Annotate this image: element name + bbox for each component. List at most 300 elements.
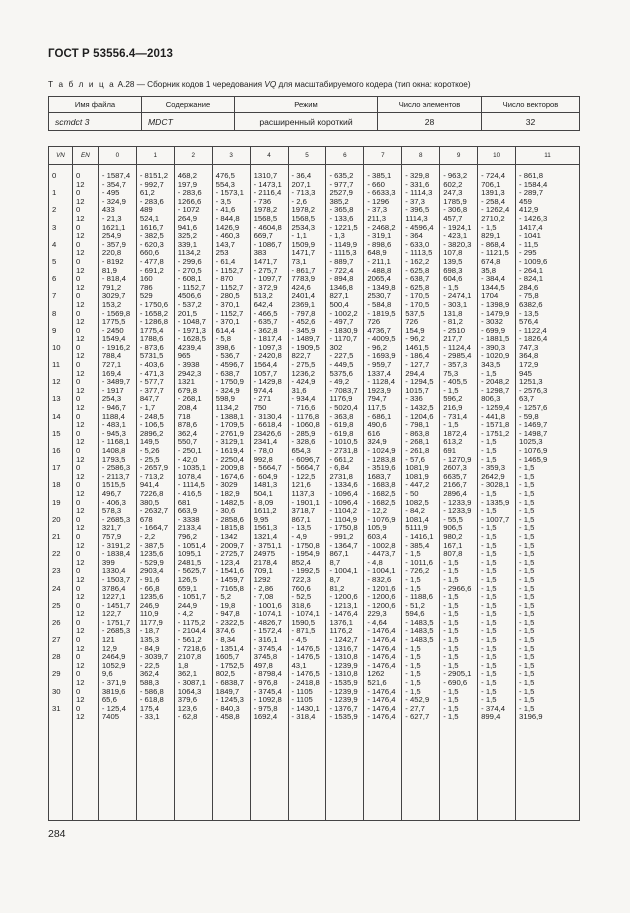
table-cell: 197,9 [177, 180, 197, 189]
table-cell: 7405 [101, 713, 120, 722]
table-cell: - 1152,7 [177, 283, 206, 292]
table-column [478, 165, 516, 821]
table-cell: - 1259,4 [481, 404, 510, 413]
table-cell: - 1152,7 [215, 309, 244, 318]
table-cell: 457,7 [443, 214, 463, 223]
table-cell: 2401,4 [291, 292, 316, 301]
column-header: 0 [99, 147, 137, 164]
table-cell: 827,1 [329, 292, 349, 301]
table-cell: - 1826,4 [519, 335, 548, 344]
table-cell: - 1,5 [519, 636, 535, 645]
table-column [326, 165, 364, 821]
table-cell: - 1,5 [405, 653, 421, 662]
table-cell: 0 [75, 378, 81, 387]
table-cell: - 1,5 [405, 679, 421, 688]
table-cell: - 1750,8 [329, 524, 358, 533]
table-cell: - 6618,4 [253, 421, 282, 430]
table-cell: - 423,1 [443, 232, 468, 241]
table-cell: - 1086,7 [253, 240, 282, 249]
table-cell: - 1270,9 [443, 455, 472, 464]
table-cell: 9,6 [101, 670, 113, 679]
table-cell: 0 [75, 412, 81, 421]
table-cell: - 1204,6 [405, 412, 434, 421]
caption-label: Т а б л и ц а [48, 80, 116, 89]
table-cell: - 861,8 [519, 172, 543, 180]
table-cell: - 362,8 [253, 326, 278, 335]
table-cell: - 5625,7 [177, 567, 206, 576]
table-cell: 0 [75, 240, 81, 249]
table-cell: - 5664,7 [253, 464, 282, 473]
table-cell: - 1916,2 [101, 343, 131, 352]
table-cell: - 5,26 [139, 447, 160, 455]
table-cell: 602,2 [443, 180, 463, 189]
meta-value-cell: 32 [482, 113, 580, 131]
table-cell: 2731,8 [329, 472, 353, 481]
table-cell: - 13,5 [519, 309, 539, 318]
table-cell: 12 [75, 558, 85, 567]
table-cell: 965 [177, 352, 191, 361]
table-cell: - 452,6 [291, 318, 316, 327]
table-cell: - 13,5 [291, 524, 312, 533]
table-cell: 5375,6 [329, 369, 353, 378]
table-cell: - 1296 [367, 197, 390, 206]
table-cell: 757,9 [101, 532, 122, 541]
table-cell: - 577,7 [139, 378, 164, 387]
table-cell: - 1,5 [481, 447, 497, 455]
table-cell: - 1693,9 [367, 352, 396, 361]
table-cell: 2710,2 [481, 214, 505, 223]
table-cell: 722,3 [291, 575, 311, 584]
table-cell: - 1,5 [481, 696, 497, 705]
table-cell: 1330,4 [101, 567, 126, 576]
table-cell: 554,3 [215, 180, 235, 189]
table-cell: - 1233,9 [443, 507, 472, 516]
table-cell: 122,7 [101, 610, 122, 619]
table-cell: - 19,8 [215, 601, 236, 610]
table-cell: - 1817,4 [253, 335, 282, 344]
table-cell: - 1,5 [481, 532, 497, 541]
table-cell: - 78,0 [253, 447, 274, 455]
table-cell: - 1096,4 [329, 489, 358, 498]
table-cell: 0 [75, 257, 81, 266]
table-cell: - 1,5 [481, 627, 497, 636]
table-cell: 1849,7 [215, 687, 240, 696]
table-cell [49, 627, 72, 636]
table-cell: 12 [75, 593, 85, 602]
table-cell: 521,6 [367, 679, 387, 688]
table-cell: - 889,7 [329, 257, 354, 266]
table-cell: - 1364,7 [329, 541, 358, 550]
table-cell: 25 [52, 601, 61, 610]
table-cell: - 7,08 [253, 593, 274, 602]
table-cell: 7226,8 [139, 489, 164, 498]
table-cell: 550,7 [177, 438, 197, 447]
table-cell: - 1388,1 [215, 412, 244, 421]
table-cell: 24975 [253, 550, 275, 559]
table-cell: 1236,2 [291, 369, 316, 378]
table-cell: - 2468,2 [367, 223, 396, 232]
table-cell: 13 [52, 395, 61, 404]
table-cell [49, 542, 72, 551]
table-cell: - 1,5 [519, 575, 535, 584]
table-cell: - 1476,4 [367, 653, 396, 662]
table-cell: 8,7 [329, 575, 341, 584]
table-cell: 398,6 [215, 343, 235, 352]
table-cell: 2065,4 [367, 275, 391, 284]
table-cell: - 289,7 [519, 189, 543, 198]
table-cell: 324,9 [367, 438, 387, 447]
table-cell: - 1009,6 [519, 257, 548, 266]
table-cell: 1872,4 [443, 429, 467, 438]
table-cell: - 248,5 [139, 412, 164, 421]
table-cell: - 1239,9 [329, 696, 358, 705]
table-cell: 6635,7 [443, 472, 467, 481]
table-cell: 321,7 [101, 524, 122, 533]
table-cell: - 1535,9 [329, 679, 358, 688]
table-cell: 1408,8 [101, 447, 126, 455]
table-column [99, 165, 137, 821]
table-cell: - 1152,7 [215, 283, 244, 292]
table-cell [49, 473, 72, 482]
table-cell: - 1122,4 [519, 326, 547, 335]
table-cell: 679,8 [177, 386, 197, 395]
table-cell: - 1,5 [405, 550, 421, 559]
table-cell: - 586,8 [139, 687, 164, 696]
table-cell: - 1750,6 [139, 300, 169, 309]
table-cell: 1082,5 [405, 498, 429, 507]
table-cell: - 1398,9 [481, 300, 510, 309]
table-cell: - 1168,1 [101, 438, 130, 447]
table-cell: - 1200,6 [329, 593, 358, 602]
table-cell: - 2761,9 [215, 429, 244, 438]
codebook-table [48, 146, 580, 821]
table-cell: 709,1 [253, 567, 273, 576]
table-cell: - 1,5 [443, 618, 459, 627]
table-cell: 23426,6 [253, 429, 282, 438]
table-cell: 254,9 [101, 232, 122, 241]
table-cell: 6 [52, 275, 57, 284]
table-cell: - 84,9 [139, 644, 160, 653]
table-cell: - 1,5 [519, 550, 535, 559]
table-cell: - 1020,9 [481, 352, 510, 361]
table-cell: - 1105 [291, 687, 313, 696]
table-cell: - 1188,6 [405, 593, 433, 602]
table-cell: - 1482,5 [215, 498, 244, 507]
table-cell: - 396,5 [405, 206, 430, 215]
table-cell: 1235,6 [139, 593, 164, 602]
table-cell: 1549,4 [101, 335, 126, 344]
table-cell: 121,6 [291, 481, 311, 490]
table-cell: - 57,6 [405, 455, 425, 464]
table-cell: - 5,2 [215, 593, 232, 602]
table-cell: 0 [75, 429, 81, 438]
table-cell: - 18,7 [139, 627, 160, 636]
table-cell: - 4473,7 [367, 550, 396, 559]
table-cell: - 211,1 [367, 257, 391, 266]
column-header: EN [73, 147, 99, 164]
table-cell: 796,2 [177, 532, 197, 541]
meta-header-cell: Число элементов [378, 97, 482, 113]
table-cell: 0 [75, 601, 81, 610]
table-cell: - 50 [405, 489, 419, 498]
table-cell: - 620,3 [139, 240, 164, 249]
table-cell: 207,1 [291, 180, 311, 189]
table-cell: - 1,5 [443, 636, 459, 645]
table-cell: 941,4 [139, 481, 160, 490]
table-cell: 496,7 [101, 489, 122, 498]
table-cell: 504,1 [253, 489, 273, 498]
table-cell: - 635,7 [253, 318, 278, 327]
table-cell: 20 [52, 515, 61, 524]
table-cell: - 84,2 [405, 507, 425, 516]
table-cell: 1561,3 [253, 524, 278, 533]
table-cell: 412,9 [519, 206, 539, 215]
table-cell: - 1239,9 [329, 687, 358, 696]
table-cell: 16 [52, 447, 61, 455]
table-cell: - 1024,9 [367, 447, 396, 455]
table-cell: 1978,2 [253, 206, 278, 215]
table-cell: 941,6 [177, 223, 197, 232]
table-cell: - 1584,4 [519, 180, 548, 189]
table-cell: - 495 [101, 189, 120, 198]
table-cell: 806,3 [481, 395, 501, 404]
table-cell: - 61,4 [215, 257, 236, 266]
table-cell: - 1,5 [405, 687, 421, 696]
table-cell: - 371,9 [101, 679, 126, 688]
table-cell: 878,6 [177, 421, 197, 430]
table-cell [49, 421, 72, 430]
table-cell: - 1465,9 [519, 455, 548, 464]
table-cell: 4506,6 [177, 292, 202, 301]
table-cell: 318,6 [291, 601, 311, 610]
table-cell: - 4604,8 [253, 223, 282, 232]
table-cell [49, 662, 72, 671]
table-cell: - 1,5 [443, 610, 459, 619]
table-cell: - 625,8 [405, 283, 430, 292]
table-cell: 1321,4 [253, 532, 278, 541]
table-cell: - 377,7 [139, 386, 164, 395]
table-cell: - 731,4 [443, 412, 468, 421]
table-cell: 1568,5 [291, 214, 316, 223]
table-cell: - 963,2 [443, 172, 468, 180]
table-cell: - 1105 [291, 696, 313, 705]
table-cell [49, 370, 72, 379]
table-cell: - 374,4 [481, 704, 506, 713]
table-cell: 0 [75, 343, 81, 352]
table-cell: 1417,4 [519, 223, 543, 232]
table-cell: - 406,3 [101, 498, 126, 507]
table-cell: 12 [75, 489, 85, 498]
table-cell: - 1351,4 [215, 644, 244, 653]
table-cell: - 3039,7 [139, 653, 169, 662]
table-cell: - 2985,4 [443, 352, 472, 361]
table-cell: 3718,7 [291, 507, 316, 516]
table-cell: 490,6 [367, 421, 387, 430]
table-cell: - 1060,8 [291, 421, 320, 430]
table-cell: 149,5 [139, 438, 160, 447]
column-header: 2 [175, 147, 213, 164]
table-cell: - 1,5 [519, 558, 535, 567]
table-cell: 10 [52, 343, 61, 352]
table-cell: 12 [75, 283, 85, 292]
table-cell: - 1,5 [519, 584, 535, 593]
table-cell: - 106,5 [139, 421, 164, 430]
page-number: 284 [48, 828, 66, 840]
table-cell: - 1,5 [443, 601, 459, 610]
table-cell: - 1007,7 [481, 515, 510, 524]
table-cell: - 471,3 [139, 369, 164, 378]
table-cell: - 1658,2 [139, 309, 169, 318]
table-cell: - 483,1 [101, 421, 126, 430]
table-cell: - 3129,1 [215, 438, 244, 447]
table-cell: 529 [139, 292, 153, 301]
table-cell: 2464,9 [101, 653, 126, 662]
table-cell: - 2858,6 [215, 515, 244, 524]
table-cell: 2481,5 [177, 558, 202, 567]
table-cell: 12 [75, 661, 85, 670]
table-cell: 698,3 [443, 266, 463, 275]
table-cell: - 2685,3 [101, 515, 131, 524]
table-cell: - 6633,3 [367, 189, 396, 198]
table-cell: - 75,8 [519, 292, 539, 301]
table-cell: 244,9 [177, 601, 197, 610]
table-cell: 12 [75, 438, 85, 447]
table-cell: 15 [52, 429, 61, 438]
table-cell: - 1002,8 [367, 541, 396, 550]
table-cell: - 1682,5 [367, 498, 396, 507]
table-cell: - 1819,5 [367, 309, 396, 318]
table-cell: 4 [52, 240, 57, 249]
table-cell: - 1,5 [481, 610, 497, 619]
table-cell: - 1483,5 [405, 618, 434, 627]
table-cell [49, 696, 72, 705]
table-cell: - 1489,7 [291, 335, 320, 344]
table-cell: - 898,6 [367, 240, 392, 249]
table-cell: - 1,5 [519, 696, 535, 705]
table-cell: 576,4 [519, 318, 539, 327]
table-cell: - 724,4 [481, 172, 506, 180]
table-cell: - 1,5 [519, 679, 535, 688]
table-cell: 9,95 [253, 515, 269, 524]
table-cell: - 1201,6 [367, 584, 396, 593]
table-cell: - 488,8 [367, 266, 392, 275]
table-cell: - 529,9 [139, 558, 164, 567]
table-cell: - 863,8 [405, 429, 430, 438]
table-cell: - 1476,4 [329, 610, 358, 619]
table-cell: - 1,5 [443, 696, 459, 705]
table-cell: - 945,3 [101, 429, 126, 438]
table-cell: - 1476,5 [291, 670, 320, 679]
table-cell: - 1,5 [481, 584, 497, 593]
table-cell: 2527,9 [329, 189, 353, 198]
table-cell: - 1954,9 [291, 550, 320, 559]
table-cell: - 1,5 [481, 507, 497, 516]
table-cell: 1310,7 [253, 172, 278, 180]
table-cell: - 2731,8 [329, 447, 358, 455]
meta-value-cell: 28 [378, 113, 482, 131]
table-cell: 14 [52, 412, 61, 421]
table-cell: 1564,4 [253, 361, 278, 370]
table-cell: 654,3 [291, 447, 311, 455]
table-cell: - 1909,5 [291, 343, 320, 352]
table-cell: - 1469,7 [519, 421, 548, 430]
table-cell: - 3087,1 [177, 679, 206, 688]
table-cell: 105,9 [367, 524, 387, 533]
table-cell: - 1,5 [481, 524, 497, 533]
table-cell: - 1,5 [443, 575, 459, 584]
table-cell: - 946,7 [101, 404, 126, 413]
table-cell: - 4,64 [367, 618, 388, 627]
table-cell: 1923,9 [367, 386, 391, 395]
table-cell: 30 [52, 687, 61, 696]
table-cell: 788,4 [101, 352, 122, 361]
table-cell: - 661,2 [329, 455, 354, 464]
table-cell: 0 [75, 223, 81, 232]
table-cell: - 1476,4 [367, 636, 396, 645]
table-cell: 2896,4 [443, 489, 467, 498]
table-cell: - 608,1 [177, 275, 202, 284]
table-cell: - 372,9 [253, 283, 278, 292]
table-cell: - 1121,5 [481, 249, 509, 258]
table-cell: 175,4 [139, 704, 160, 713]
table-cell: 0 [75, 189, 81, 198]
table-cell: 2341,4 [253, 438, 278, 447]
table-cell: - 357,3 [443, 361, 468, 370]
table-cell: - 619,8 [329, 421, 354, 430]
table-cell: 12 [75, 318, 85, 327]
table-cell: 385,2 [329, 197, 349, 206]
table-cell: - 2009,8 [215, 464, 244, 473]
table-cell: 12 [52, 378, 61, 387]
table-cell: 489 [139, 206, 153, 215]
table-cell: - 1426,3 [519, 214, 548, 223]
table-cell: - 1573,1 [215, 189, 244, 198]
table-cell: - 797,8 [291, 309, 316, 318]
table-cell: 1114,3 [405, 214, 428, 223]
table-cell: 1176,9 [329, 395, 353, 404]
table-cell: 1509,9 [291, 240, 316, 249]
table-cell: - 1709,5 [215, 421, 244, 430]
table-cell: 23 [52, 567, 61, 576]
table-column [73, 165, 99, 821]
table-cell: 12 [75, 214, 85, 223]
table-cell: 2133,4 [177, 524, 202, 533]
table-cell: 1,8 [177, 661, 189, 670]
table-cell: 8,7 [329, 558, 341, 567]
table-cell: 992,8 [253, 455, 273, 464]
table-cell: - 3519,6 [367, 464, 396, 473]
table-cell: 2 [52, 206, 57, 215]
table-cell: - 33,1 [139, 713, 160, 722]
table-cell: - 691,2 [139, 266, 164, 275]
table-cell: 802,5 [215, 670, 235, 679]
table-cell: - 736 [253, 197, 272, 206]
table-cell: - 537,2 [177, 300, 202, 309]
table-cell: - 1,5 [481, 644, 497, 653]
table-cell: - 275,7 [253, 266, 278, 275]
table-cell: - 1628,5 [177, 335, 206, 344]
table-cell: 603,4 [367, 532, 387, 541]
table-cell: 1978,2 [291, 206, 316, 215]
table-cell: - 1,5 [443, 627, 459, 636]
table-cell: - 1,5 [443, 713, 459, 722]
table-cell: - 1001,6 [253, 601, 282, 610]
table-cell: - 861,7 [291, 266, 316, 275]
table-cell: - 1451,7 [101, 601, 131, 610]
table-cell: - 1664,7 [139, 524, 169, 533]
table-cell: - 1294,5 [405, 378, 434, 387]
table-cell: - 1,5 [519, 498, 535, 507]
